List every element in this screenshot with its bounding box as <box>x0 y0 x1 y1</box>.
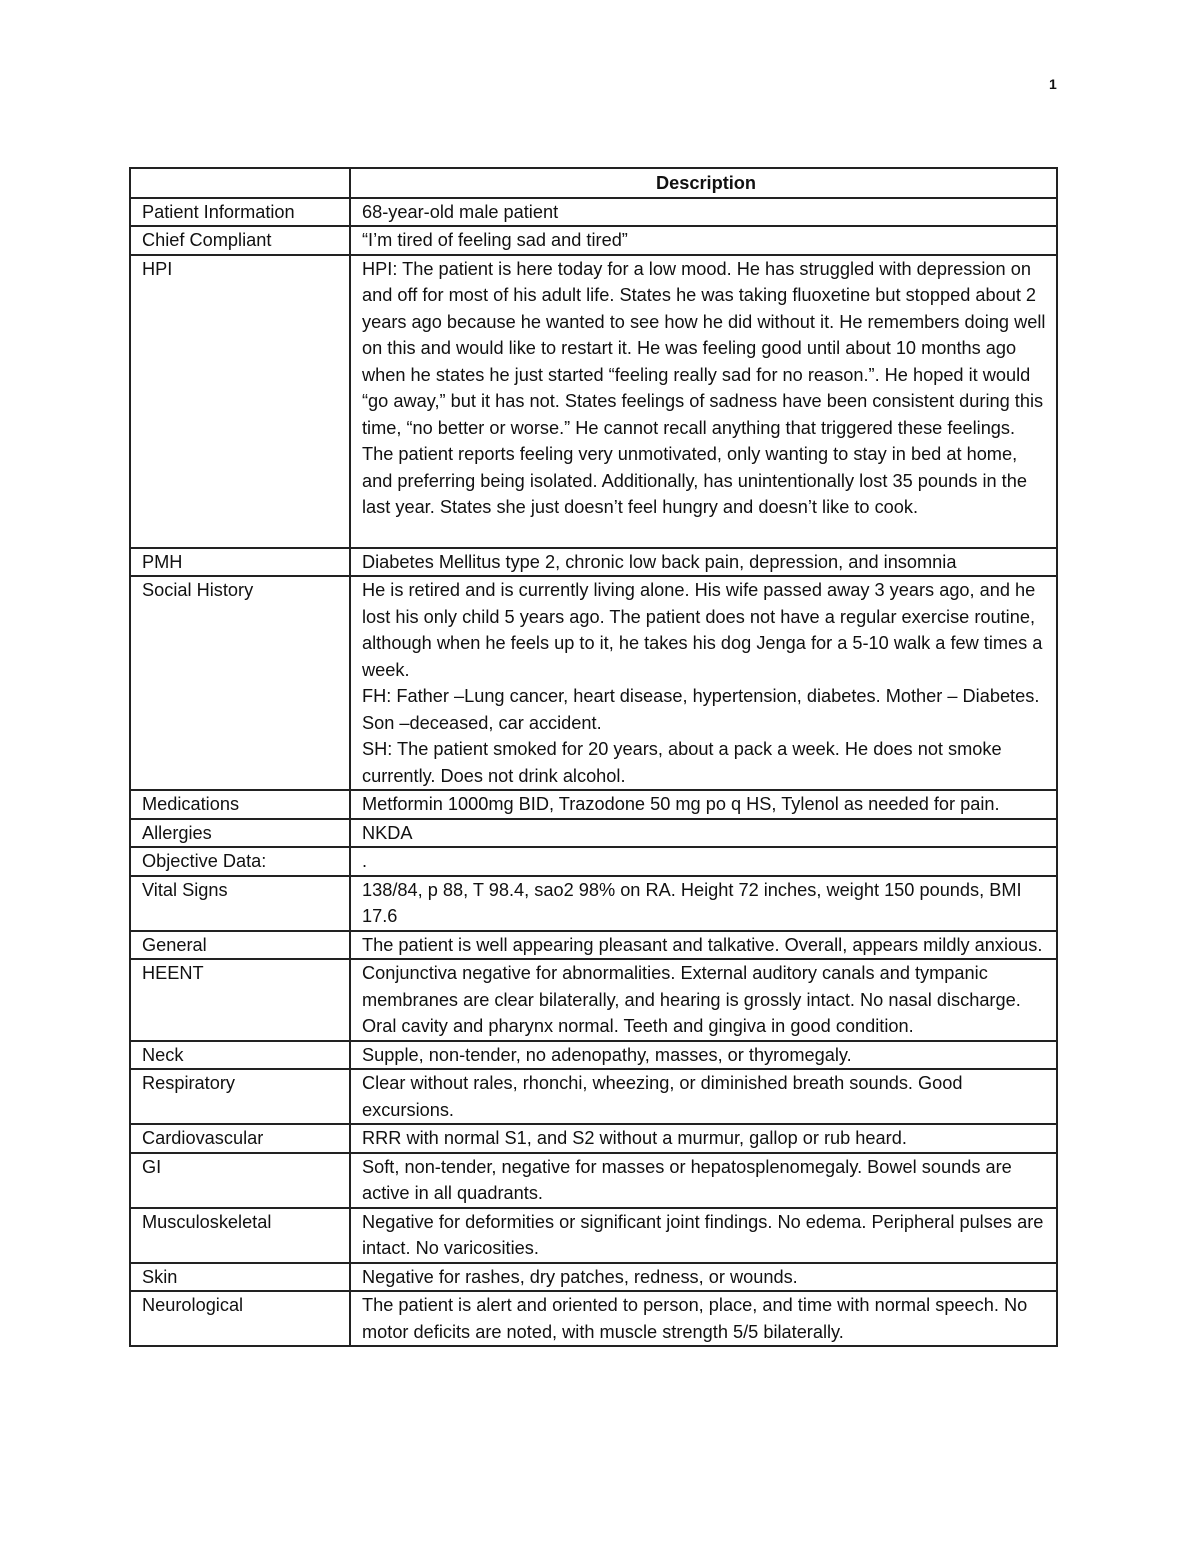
row-allergies <box>130 819 1057 848</box>
row-label: Neck <box>130 1041 350 1070</box>
row-value: The patient is alert and oriented to person, place, and time with normal speech. No motor deficits are noted, with muscle strength 5/5 bilaterally. <box>350 1291 1057 1346</box>
table-header-row <box>130 168 1057 198</box>
row-value: Negative for deformities or significant joint findings. No edema. Peripheral pulses are intact. No varicosities. <box>350 1208 1057 1263</box>
row-respiratory <box>130 1069 1057 1124</box>
row-vital-signs <box>130 876 1057 931</box>
row-label: Social History <box>130 576 350 790</box>
row-neurological <box>130 1291 1057 1346</box>
row-label: Patient Information <box>130 198 350 227</box>
row-value: 138/84, p 88, T 98.4, sao2 98% on RA. Height 72 inches, weight 150 pounds, BMI 17.6 <box>350 876 1057 931</box>
row-heent <box>130 959 1057 1041</box>
row-skin <box>130 1263 1057 1292</box>
row-value: Negative for rashes, dry patches, redness, or wounds. <box>350 1263 1057 1292</box>
row-value: The patient is well appearing pleasant and talkative. Overall, appears mildly anxious. <box>350 931 1057 960</box>
row-value: . <box>350 847 1057 876</box>
row-neck <box>130 1041 1057 1070</box>
row-value: He is retired and is currently living alone. His wife passed away 3 years ago, and he lost his only child 5 years ago. The patient does not have a regular exercise routine, although when he feels up to it, he takes his dog Jenga for a 5-10 walk a few times a week. FH: Father –Lung cancer, heart disease, hypertension, diabetes. Mother – Diabetes. Son –deceased, car accident. SH: The patient smoked for 20 years, about a pack a week. He does not smoke currently. Does not drink alcohol. <box>350 576 1057 790</box>
row-label: HPI <box>130 255 350 548</box>
row-general <box>130 931 1057 960</box>
row-value: “I’m tired of feeling sad and tired” <box>350 226 1057 255</box>
page-number: 1 <box>1049 76 1057 92</box>
row-objective-data <box>130 847 1057 876</box>
row-musculoskeletal <box>130 1208 1057 1263</box>
row-value: NKDA <box>350 819 1057 848</box>
row-social-history <box>130 576 1057 790</box>
row-label: HEENT <box>130 959 350 1041</box>
row-cardiovascular <box>130 1124 1057 1153</box>
row-label: General <box>130 931 350 960</box>
header-description-cell: Description <box>350 168 1057 198</box>
row-hpi <box>130 255 1057 548</box>
row-value: HPI: The patient is here today for a low mood. He has struggled with depression on and off for most of his adult life. States he was taking fluoxetine but stopped about 2 years ago because he wanted to see how he did without it. He remembers doing well on this and would like to restart it. He was feeling good until about 10 months ago when he states he just started “feeling really sad for no reason.”. He hoped it would “go away,” but it has not. States feelings of sadness have been consistent during this time, “no better or worse.” He cannot recall anything that triggered these feelings. The patient reports feeling very unmotivated, only wanting to stay in bed at home, and preferring being isolated. Additionally, has unintentionally lost 35 pounds in the last year. States she just doesn’t feel hungry and doesn’t like to cook. <box>350 255 1057 548</box>
row-label: Neurological <box>130 1291 350 1346</box>
row-value: Soft, non-tender, negative for masses or hepatosplenomegaly. Bowel sounds are active in all quadrants. <box>350 1153 1057 1208</box>
row-value: Supple, non-tender, no adenopathy, masses, or thyromegaly. <box>350 1041 1057 1070</box>
row-label: Skin <box>130 1263 350 1292</box>
row-value: 68-year-old male patient <box>350 198 1057 227</box>
row-label: Objective Data: <box>130 847 350 876</box>
row-label: Musculoskeletal <box>130 1208 350 1263</box>
row-label: GI <box>130 1153 350 1208</box>
row-value: Diabetes Mellitus type 2, chronic low back pain, depression, and insomnia <box>350 548 1057 577</box>
row-patient-information <box>130 198 1057 227</box>
row-label: Medications <box>130 790 350 819</box>
header-label-cell <box>130 168 350 198</box>
row-label: Vital Signs <box>130 876 350 931</box>
row-chief-complaint <box>130 226 1057 255</box>
row-value: Conjunctiva negative for abnormalities. External auditory canals and tympanic membranes are clear bilaterally, and hearing is grossly intact. No nasal discharge. Oral cavity and pharynx normal. Teeth and gingiva in good condition. <box>350 959 1057 1041</box>
row-label: PMH <box>130 548 350 577</box>
row-value: RRR with normal S1, and S2 without a murmur, gallop or rub heard. <box>350 1124 1057 1153</box>
row-label: Chief Compliant <box>130 226 350 255</box>
row-value: Clear without rales, rhonchi, wheezing, or diminished breath sounds. Good excursions. <box>350 1069 1057 1124</box>
row-gi <box>130 1153 1057 1208</box>
patient-case-table <box>129 167 1058 1347</box>
row-medications <box>130 790 1057 819</box>
row-pmh <box>130 548 1057 577</box>
row-label: Allergies <box>130 819 350 848</box>
row-label: Respiratory <box>130 1069 350 1124</box>
row-value: Metformin 1000mg BID, Trazodone 50 mg po q HS, Tylenol as needed for pain. <box>350 790 1057 819</box>
row-label: Cardiovascular <box>130 1124 350 1153</box>
